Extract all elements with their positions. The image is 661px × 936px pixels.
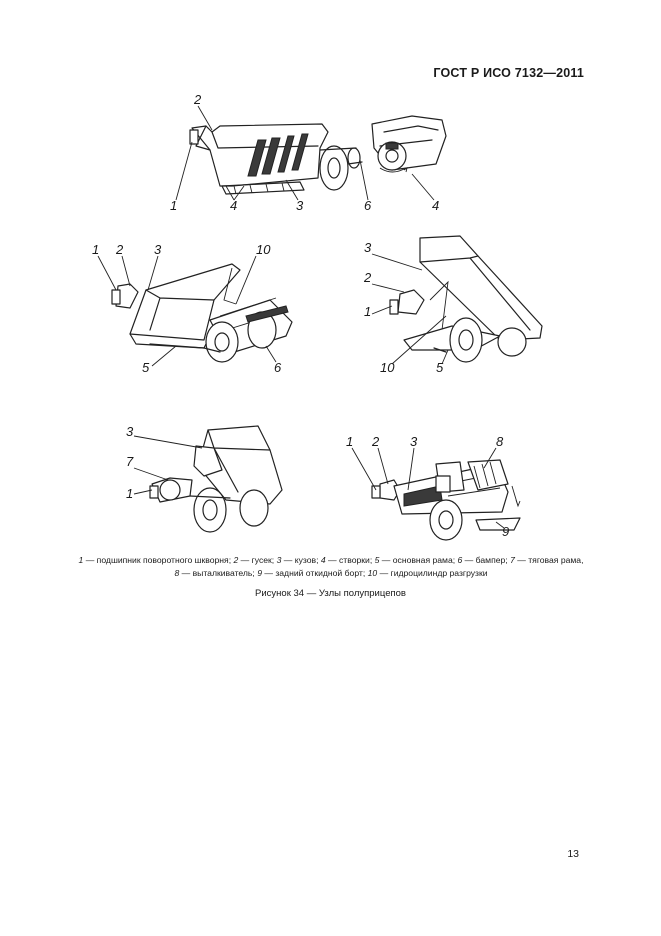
callout-10b: 10 xyxy=(380,360,395,375)
callout-9: 9 xyxy=(502,524,510,539)
page-number: 13 xyxy=(567,848,579,860)
callout-2c: 2 xyxy=(364,270,372,285)
callout-1e: 1 xyxy=(346,434,354,449)
callout-3a: 3 xyxy=(296,198,304,213)
callout-3c: 3 xyxy=(364,240,372,255)
callout-4b: 4 xyxy=(432,198,440,213)
callout-3e: 3 xyxy=(410,434,418,449)
legend-item-5: 5 — основная рама; xyxy=(374,555,458,565)
legend-item-8: 8 — выталкиватель; xyxy=(174,568,258,578)
drawing-ejector-trailer xyxy=(372,460,520,540)
drawing-bottom-dump xyxy=(190,116,446,194)
legend-item-9: 9 — задний откидной борт; xyxy=(257,568,368,578)
callout-2e: 2 xyxy=(372,434,380,449)
callout-3b: 3 xyxy=(154,242,162,257)
callout-5b: 5 xyxy=(436,360,444,375)
figure-legend xyxy=(40,554,622,580)
callout-1c: 1 xyxy=(364,304,372,319)
callout-4a: 4 xyxy=(230,198,238,213)
legend-item-1: 1 — подшипник поворотного шкворня; xyxy=(78,555,234,565)
callout-1: 1 xyxy=(170,198,178,213)
drawing-rear-dump-raised xyxy=(390,236,542,362)
callout-2: 2 xyxy=(194,92,202,107)
callout-2b: 2 xyxy=(116,242,124,257)
callout-6a: 6 xyxy=(364,198,372,213)
legend-item-10: 10 — гидроцилиндр разгрузки xyxy=(367,568,488,578)
legend-item-3: 3 — кузов; xyxy=(276,555,321,565)
legend-item-7: 7 — тяговая рама, xyxy=(510,555,584,565)
legend-item-2: 2 — гусек; xyxy=(233,555,277,565)
callout-1d: 1 xyxy=(126,486,134,501)
callout-6b: 6 xyxy=(274,360,282,375)
callout-1b: 1 xyxy=(92,242,100,257)
callout-8: 8 xyxy=(496,434,504,449)
legend-item-4: 4 — створки; xyxy=(320,555,375,565)
legend-item-6: 6 — бампер; xyxy=(457,555,511,565)
document-header: ГОСТ Р ИСО 7132—2011 xyxy=(433,66,584,80)
drawing-rear-dump-left xyxy=(112,264,292,362)
callout-7: 7 xyxy=(126,454,134,469)
callout-10a: 10 xyxy=(256,242,271,257)
figure-caption: Рисунок 34 — Узлы полуприцепов xyxy=(255,588,406,599)
callout-3d: 3 xyxy=(126,424,134,439)
callout-5a: 5 xyxy=(142,360,150,375)
